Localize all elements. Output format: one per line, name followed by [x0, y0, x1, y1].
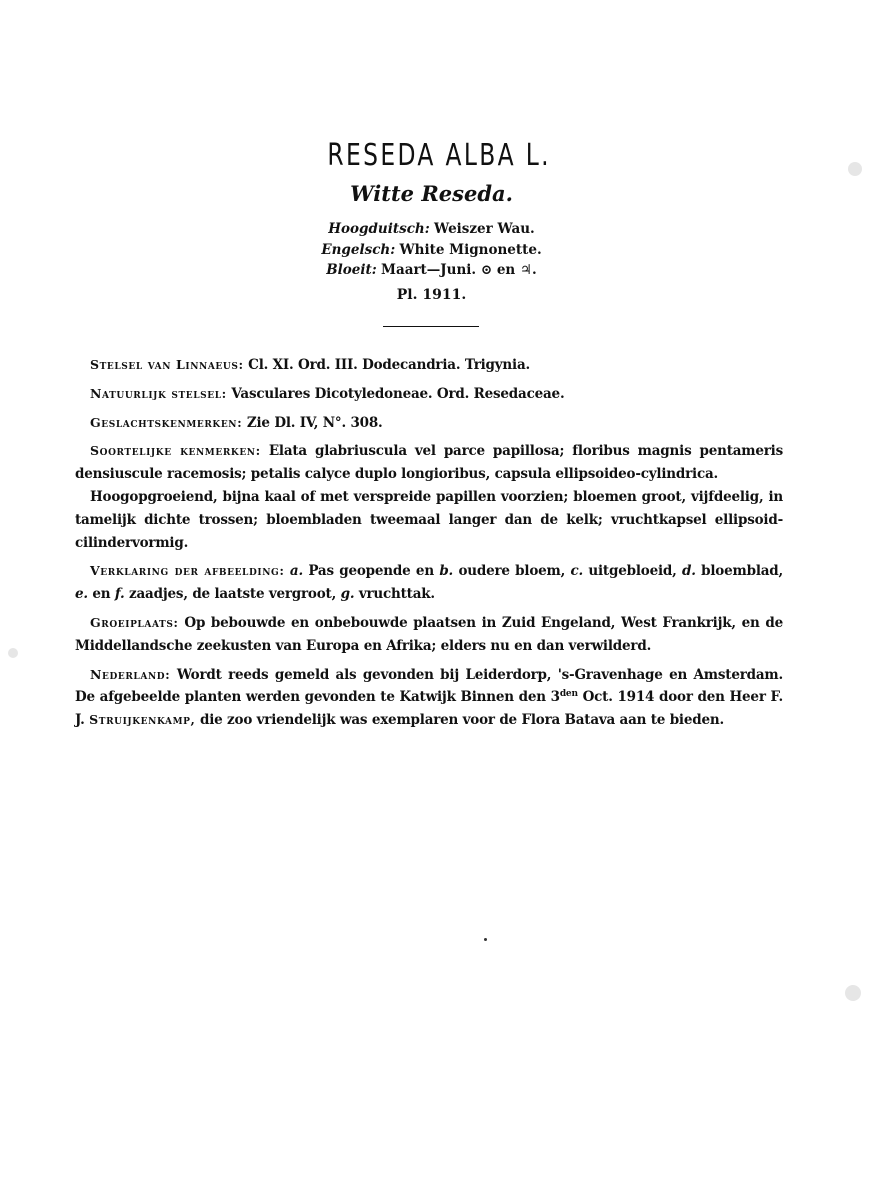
figure-letter: a.: [289, 563, 303, 580]
figure-text: oudere bloem,: [458, 563, 566, 580]
section-genus: [75, 412, 783, 435]
english-label: Engelsch:: [321, 241, 396, 258]
section-label: Geslachtskenmerken:: [90, 414, 243, 430]
section-figure-explanation: [75, 560, 783, 606]
paper-smudge: [848, 162, 862, 176]
section-natural-system: [75, 383, 783, 406]
figure-letter: d.: [682, 563, 696, 580]
section-species-latin: [75, 440, 783, 486]
section-label: Verklaring der afbeelding:: [90, 563, 285, 579]
common-name: Witte Reseda.: [350, 181, 513, 206]
figure-text: bloemblad,: [701, 563, 784, 580]
figure-text: Pas geopende en: [308, 563, 434, 580]
figure-letter: e.: [75, 586, 88, 603]
section-text: Op bebouwde en onbebouwde plaatsen in Zuid Engeland, West Frankrijk, en de Middellandsche zeekusten van Europa en Afrika; elders nu en dan verwilderd.: [75, 614, 784, 654]
figure-letter: b.: [439, 563, 454, 580]
section-text: die zoo vriendelijk was exemplaren voor de Flora Batava aan te bieden.: [200, 712, 724, 729]
german-label: Hoogduitsch:: [328, 221, 430, 237]
section-label: Soortelijke kenmerken:: [90, 443, 261, 459]
section-label: Groeiplaats:: [90, 614, 179, 630]
paper-smudge: [845, 985, 861, 1001]
date-superscript: den: [559, 689, 578, 700]
figure-text: vruchttak.: [358, 586, 435, 603]
figure-text: uitgebloeid,: [588, 563, 677, 580]
collector-name: Struijkenkamp,: [89, 712, 196, 728]
section-linnaeus: [75, 354, 783, 377]
section-text: Wordt reeds gemeld als gevonden bij Leiderdorp, 's-Gravenhage en Amsterdam. De afgebeelde planten werden gevonden te Katwijk Binnen den 3: [75, 666, 783, 706]
section-text: Vasculares Dicotyledoneae. Ord. Resedaceae.: [231, 385, 565, 402]
figure-letter: f.: [114, 586, 125, 603]
section-label: Natuurlijk stelsel:: [90, 385, 227, 401]
figure-letter: c.: [570, 563, 584, 580]
section-label: Stelsel van Linnaeus:: [90, 357, 244, 372]
section-text: Hoogopgroeiend, bijna kaal of met verspreide papillen voorzien; bloemen groot, vijfdeelig, in tamelijk dichte trossen; bloembladen tweemaal langer dan de kelk; vruchtkapsel ellipsoid-cilindervormig.: [75, 488, 783, 551]
ink-speck: [484, 938, 487, 941]
section-text: Zie Dl. IV, N°. 308.: [246, 414, 383, 431]
figure-text: zaadjes, de laatste vergroot,: [129, 586, 337, 603]
section-species-dutch: [75, 486, 783, 554]
section-text: Cl. XI. Ord. III. Dodecandria. Trigynia.: [248, 357, 531, 373]
figure-letter: g.: [340, 586, 355, 603]
section-label: Nederland:: [90, 666, 171, 682]
paper-smudge: [8, 648, 18, 658]
description-body: [75, 354, 783, 738]
flowering-label: Bloeit:: [326, 262, 377, 278]
flowering-value: Maart—Juni. ⊙ en ♃.: [381, 262, 537, 278]
section-habitat: [75, 612, 783, 658]
english-value: White Mignonette.: [399, 241, 542, 258]
name-line-german: [0, 219, 863, 240]
section-text: Oct. 1914 door den Heer F. J.: [75, 689, 784, 729]
name-line-english: [0, 240, 863, 261]
section-text: Elata glabriuscula vel parce papillosa; floribus magnis pentameris densiuscule racemosis; petalis calyce duplo longioribus, capsula ellipsoideo-cylindrica.: [75, 443, 783, 483]
figure-text: en: [92, 586, 111, 603]
german-value: Weiszer Wau.: [434, 221, 535, 237]
vernacular-names: [0, 219, 863, 281]
name-line-flowering: [0, 260, 863, 281]
species-title: RESEDA ALBA L.: [327, 138, 551, 173]
section-netherlands: [75, 664, 783, 732]
divider-rule: [383, 326, 479, 327]
plate-number: Pl. 1911.: [396, 287, 467, 303]
